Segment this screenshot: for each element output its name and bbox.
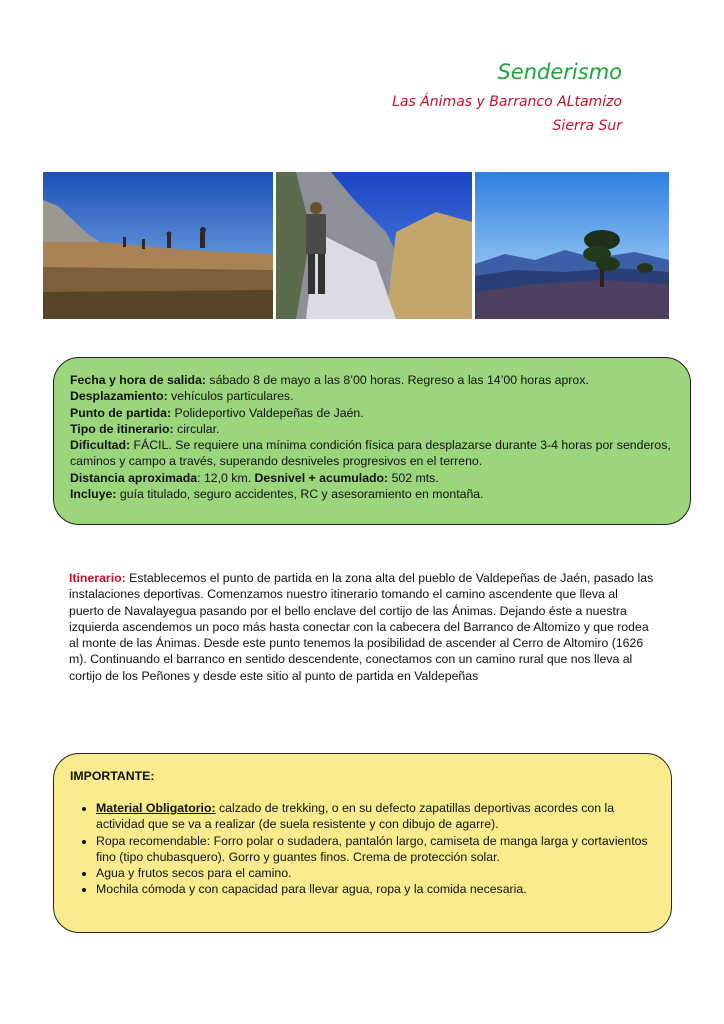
itinerary-label: Itinerario:	[69, 571, 126, 585]
list-item-mandatory-gear: • Material Obligatorio: calzado de trekking, o en su defecto zapatillas deportivas acordes con la actividad que se va a realizar (de suela resistente y con dibujo de agarre).	[96, 800, 655, 833]
itinerary-text: Establecemos el punto de partida en la zona alta del pueblo de Valdepeñas de Jaén, pasado las instalaciones deportivas. Comenzamos nuestro itinerario tomando el camino ascendente que lleva al puerto de Navalayegua pasando por el bello enclave del cortijo de las Ánimas. Dejando éste a nuestra izquierda ascendemos un poco más hasta conectar con la cabecera del Barranco de Altomizo y que rodea al monte de las Ánimas. Desde este punto tenemos la posibilidad de ascender al Cerro de Altomiro (1626 m). Continuando el barranco en sentido descendente, conectamos con un camino rural que nos lleva al cortijo de los Peñones y desde este sitio al punto de partida en Valdepeñas	[69, 571, 654, 683]
detail-distance: Distancia aproximada: 12,0 km. Desnivel + acumulado: 502 mts.	[70, 470, 439, 485]
photo-hiker-on-rocky-slope	[276, 172, 472, 319]
list-item-backpack: • Mochila cómoda y con capacidad para llevar agua, ropa y la comida necesaria.	[96, 881, 655, 897]
page-title: Senderismo	[497, 60, 622, 84]
detail-start-point: Punto de partida: Polideportivo Valdepeñas de Jaén.	[70, 405, 364, 420]
important-list	[70, 800, 655, 898]
important-notes-box	[53, 753, 672, 933]
detail-includes: Incluye: guía titulado, seguro accidentes, RC y asesoramiento en montaña.	[70, 487, 484, 502]
itinerary-paragraph	[69, 570, 654, 684]
photo-mountain-view-with-tree	[475, 172, 669, 319]
route-subtitle: Las Ánimas y Barranco ALtamizo	[392, 94, 622, 110]
list-item-water-food: • Agua y frutos secos para el camino.	[96, 865, 655, 881]
trip-details-box	[53, 357, 691, 525]
detail-difficulty: Dificultad: FÁCIL. Se requiere una mínima condición física para desplazarse durante 3-4 horas por senderos, caminos y campo a través, superando desniveles progresivos en el terreno.	[70, 438, 671, 469]
region-label: Sierra Sur	[552, 118, 622, 134]
page-header	[392, 58, 622, 137]
list-item-clothing: • Ropa recomendable: Forro polar o sudadera, pantalón largo, camiseta de manga larga y cortavientos fino (tipo chubasquero). Gorro y guantes finos. Crema de protección solar.	[96, 833, 655, 866]
detail-transport: Desplazamiento: vehículos particulares.	[70, 389, 294, 404]
important-heading: IMPORTANTE:	[70, 769, 155, 783]
detail-route-type: Tipo de itinerario: circular.	[70, 421, 220, 436]
detail-departure: Fecha y hora de salida: sábado 8 de mayo a las 8’00 horas. Regreso a las 14’00 horas aprox.	[70, 373, 589, 387]
photo-hikers-on-ridge	[43, 172, 273, 319]
